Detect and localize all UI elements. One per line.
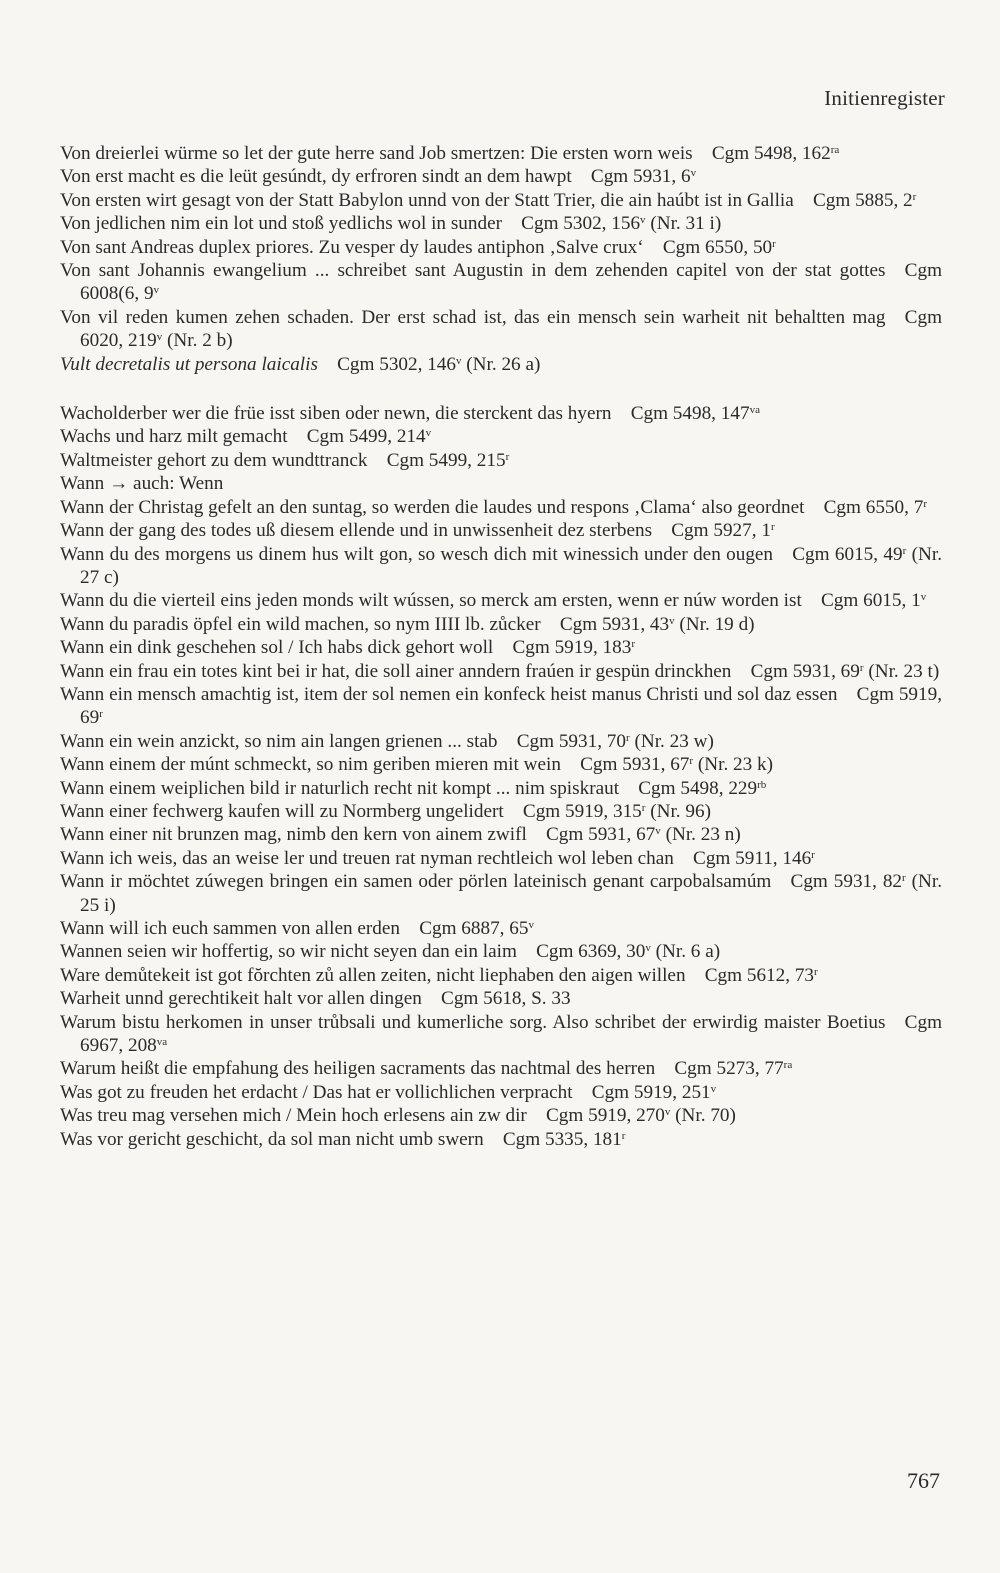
entry-note: (Nr. 2 b) xyxy=(162,330,233,352)
index-entry xyxy=(60,730,942,753)
index-entry xyxy=(60,496,942,519)
entry-incipit: Ware demůtekeit ist got fŏrchten zů allen zeiten, nicht liephaben den aigen willen xyxy=(60,964,686,986)
folio-side: v xyxy=(528,919,534,931)
folio-side: rb xyxy=(757,778,767,791)
entry-note: (Nr. 19 d) xyxy=(674,613,755,635)
index-entry xyxy=(60,964,942,987)
folio-side: r xyxy=(902,872,906,885)
index-entry xyxy=(60,165,942,188)
entry-note: (Nr. 26 a) xyxy=(461,353,541,375)
index-entry xyxy=(60,777,942,800)
group-separator xyxy=(60,376,942,402)
entry-shelfmark: Cgm 5911, 146 xyxy=(693,847,812,869)
entry-incipit: Wann → auch: Wenn xyxy=(60,473,224,495)
folio-side: v xyxy=(156,331,163,344)
index-entry xyxy=(60,1057,942,1080)
entry-incipit: Wann einem der múnt schmeckt, so nim geriben mieren mit wein xyxy=(60,754,561,776)
index-entry xyxy=(60,425,942,448)
index-entry xyxy=(60,660,942,683)
entry-shelfmark: Cgm 5919, 270 xyxy=(545,1105,665,1127)
entry-note: (Nr. 96) xyxy=(645,800,711,822)
index-entries xyxy=(60,142,942,1151)
folio-side: v xyxy=(920,591,927,604)
entry-shelfmark: Cgm 5612, 73 xyxy=(704,964,815,986)
folio-side: v xyxy=(645,942,651,955)
entry-incipit: Von sant Johannis ewangelium ... schreibet sant Augustin in dem zehenden capitel von der stat gottes xyxy=(60,260,886,282)
entry-note: (Nr. 23 t) xyxy=(863,660,940,682)
folio-side: ra xyxy=(830,144,840,156)
entry-incipit: Was treu mag versehen mich / Mein hoch erlesens ain zw dir xyxy=(60,1105,527,1127)
entry-incipit: Wann ein wein anzickt, so nim ain langen grienen ... stab xyxy=(60,730,498,752)
folio-side: r xyxy=(859,661,864,674)
folio-side: v xyxy=(153,284,160,297)
entry-incipit: Warum heißt die empfahung des heiligen sacraments das nachtmal des herren xyxy=(60,1058,656,1080)
entry-shelfmark: Cgm 5931, 69 xyxy=(750,660,860,682)
entry-incipit: Was vor gericht geschicht, da sol man nicht umb swern xyxy=(60,1128,484,1150)
entry-incipit: Wann einer nit brunzen mag, nimb den kern von ainem zwifl xyxy=(60,824,527,846)
entry-shelfmark: Cgm 6369, 30 xyxy=(536,941,646,963)
page-number: 767 xyxy=(907,1468,940,1493)
index-entry xyxy=(60,472,942,495)
entry-shelfmark: Cgm 6008(6, 9 xyxy=(80,260,942,305)
index-entry xyxy=(60,589,942,612)
folio-side: ra xyxy=(783,1059,793,1072)
folio-side: v xyxy=(425,427,432,440)
entry-group-v xyxy=(60,142,942,376)
folio-side: v xyxy=(669,614,675,627)
entry-shelfmark: Cgm 5302, 146 xyxy=(337,353,456,375)
folio-side: r xyxy=(772,237,776,250)
index-entry xyxy=(60,236,942,259)
folio-side: r xyxy=(505,450,510,463)
folio-side: r xyxy=(811,848,815,861)
index-entry xyxy=(60,1081,942,1104)
entry-shelfmark: Cgm 5302, 156 xyxy=(521,213,641,235)
folio-side: r xyxy=(625,731,630,744)
entry-note: (Nr. 23 k) xyxy=(693,754,774,776)
entry-shelfmark: Cgm 6967, 208 xyxy=(80,1011,942,1057)
entry-shelfmark: Cgm 6550, 50 xyxy=(662,236,773,258)
entry-note: (Nr. 31 i) xyxy=(645,213,722,235)
index-entry xyxy=(60,1128,942,1151)
entry-incipit: Wann will ich euch sammen von allen erden xyxy=(60,918,400,939)
folio-side: r xyxy=(689,755,694,768)
entry-incipit: Wann du die vierteil eins jeden monds wilt wússen, so merck am ersten, wenn er núw worden ist xyxy=(60,590,802,612)
index-entry xyxy=(60,212,942,235)
entry-incipit: Von erst macht es die leüt gesúndt, dy erfroren sindt an dem hawpt xyxy=(60,166,572,188)
entry-note: (Nr. 23 w) xyxy=(629,730,714,752)
index-entry xyxy=(60,613,942,636)
folio-side: v xyxy=(655,825,661,838)
entry-incipit: Warheit unnd gerechtikeit halt vor allen dingen xyxy=(60,988,422,1010)
entry-incipit: Wacholderber wer die früe isst siben oder newn, die sterckent das hyern xyxy=(60,403,612,425)
entry-shelfmark: Cgm 5931, 70 xyxy=(516,730,626,752)
entry-note: (Nr. 27 c) xyxy=(80,543,942,588)
entry-shelfmark: Cgm 5931, 43 xyxy=(559,613,670,635)
folio-side: r xyxy=(770,521,775,534)
entry-incipit: Von jedlichen nim ein lot und stoß yedlichs wol in sunder xyxy=(60,213,502,235)
entry-shelfmark: Cgm 6550, 7 xyxy=(823,496,924,518)
entry-incipit: Wann ich weis, das an weise ler und treuen rat nyman rechtleich wol leben chan xyxy=(60,847,674,869)
entry-shelfmark: Cgm 5498, 162 xyxy=(711,143,831,164)
entry-incipit: Wann einem weiplichen bild ir naturlich recht nit kompt ... nim spiskraut xyxy=(60,777,620,799)
index-entry xyxy=(60,402,942,425)
index-entry xyxy=(60,543,942,590)
entry-incipit: Was got zu freuden het erdacht / Das hat er vollichlichen verpracht xyxy=(60,1081,573,1103)
entry-incipit: Von sant Andreas duplex priores. Zu vesper dy laudes antiphon ‚Salve crux‘ xyxy=(60,236,644,258)
folio-side: r xyxy=(902,544,907,557)
entry-incipit: Wann du des morgens us dinem hus wilt gon, so wesch dich mit winessich under den ougen xyxy=(60,543,774,565)
entry-shelfmark: Cgm 5919, 315 xyxy=(522,800,642,822)
entry-group-w xyxy=(60,402,942,1151)
folio-side: r xyxy=(99,708,103,721)
entry-shelfmark: Cgm 5499, 215 xyxy=(386,449,506,471)
folio-side: r xyxy=(912,190,917,203)
folio-side: v xyxy=(640,214,646,227)
entry-shelfmark: Cgm 5927, 1 xyxy=(671,520,771,542)
folio-side: v xyxy=(456,354,462,367)
entry-incipit: Wannen seien wir hoffertig, so wir nicht seyen dan ein laim xyxy=(60,941,517,963)
entry-shelfmark: Cgm 5499, 214 xyxy=(306,426,426,448)
entry-incipit: Wann der Christag gefelt an den suntag, so werden die laudes und respons ‚Clama‘ also geordnet xyxy=(60,496,805,518)
entry-incipit: Wann ein mensch amachtig ist, item der sol nemen ein konfeck heist manus Christi und sol daz essen xyxy=(60,683,838,705)
index-entry xyxy=(60,306,942,353)
folio-side: r xyxy=(621,1129,626,1142)
entry-incipit: Von dreierlei würme so let der gute herre sand Job smertzen: Die ersten worn weis xyxy=(60,143,693,164)
folio-side: v xyxy=(664,1106,671,1119)
entry-incipit: Wann ein dink geschehen sol / Ich habs dick gehort woll xyxy=(60,637,494,659)
entry-shelfmark: Cgm 6015, 49 xyxy=(792,543,903,565)
index-entry xyxy=(60,142,942,165)
entry-shelfmark: Cgm 5498, 147 xyxy=(630,403,750,425)
entry-incipit: Warum bistu herkomen in unser trůbsali und kumerliche sorg. Also schribet der erwirdig maister Boetius xyxy=(60,1011,886,1033)
index-entry xyxy=(60,189,942,212)
entry-shelfmark: Cgm 5931, 67 xyxy=(580,754,690,776)
entry-incipit: Wann der gang des todes uß diesem ellende und in unwissenheit dez sterbens xyxy=(60,520,653,542)
folio-side: r xyxy=(814,965,818,978)
index-entry xyxy=(60,870,942,917)
entry-shelfmark: Cgm 5919, 69 xyxy=(80,683,943,729)
entry-note: (Nr. 70) xyxy=(670,1105,736,1127)
index-entry xyxy=(60,1104,942,1127)
index-entry xyxy=(60,940,942,963)
entry-shelfmark: Cgm 5919, 251 xyxy=(591,1081,711,1103)
index-entry xyxy=(60,917,942,940)
entry-shelfmark: Cgm 5931, 67 xyxy=(546,824,656,846)
index-entry xyxy=(60,259,942,306)
entry-shelfmark: Cgm 5273, 77 xyxy=(674,1058,784,1080)
entry-incipit: Vult decretalis ut persona laicalis xyxy=(60,353,318,375)
index-entry xyxy=(60,1011,942,1058)
entry-note: (Nr. 6 a) xyxy=(650,941,721,963)
entry-shelfmark: Cgm 5931, 6 xyxy=(590,166,691,188)
index-entry xyxy=(60,800,942,823)
entry-shelfmark: Cgm 5335, 181 xyxy=(502,1128,622,1150)
entry-incipit: Von vil reden kumen zehen schaden. Der erst schad ist, das ein mensch sein warheit nit behaltten mag xyxy=(60,306,886,328)
entry-incipit: Wann ein frau ein totes kint bei ir hat, die soll ainer anndern fraúen ir gespün drinckhen xyxy=(60,660,732,682)
index-entry xyxy=(60,823,942,846)
entry-note: (Nr. 23 n) xyxy=(660,824,741,846)
folio-side: r xyxy=(641,801,646,814)
index-entry xyxy=(60,636,942,659)
index-entry xyxy=(60,519,942,542)
entry-shelfmark: Cgm 5931, 82 xyxy=(790,871,903,893)
entry-note: (Nr. 25 i) xyxy=(80,871,942,916)
entry-shelfmark: Cgm 5618, S. 33 xyxy=(441,988,571,1010)
index-entry xyxy=(60,987,942,1010)
entry-incipit: Wann einer fechwerg kaufen will zu Normberg ungelidert xyxy=(60,800,504,822)
index-entry xyxy=(60,683,942,730)
entry-incipit: Wann du paradis öpfel ein wild machen, so nym IIII lb. zůcker xyxy=(60,613,541,635)
entry-shelfmark: Cgm 6015, 1 xyxy=(821,590,921,612)
folio-side: va xyxy=(156,1036,168,1049)
entry-incipit: Wann ir möchtet zúwegen bringen ein samen oder pörlen lateinisch genant carpobalsamúm xyxy=(60,871,772,893)
entry-shelfmark: Cgm 6020, 219 xyxy=(80,306,942,352)
entry-incipit: Von ersten wirt gesagt von der Statt Babylon unnd von der Statt Trier, die ain haúbt ist in Gallia xyxy=(60,189,794,211)
index-entry xyxy=(60,449,942,472)
folio-side: r xyxy=(631,638,635,651)
folio-side: v xyxy=(690,167,697,180)
folio-side: v xyxy=(710,1082,717,1095)
entry-shelfmark: Cgm 5498, 229 xyxy=(638,777,758,799)
running-head: Initienregister xyxy=(824,86,945,110)
entry-incipit: Wachs und harz milt gemacht xyxy=(60,426,288,448)
index-entry xyxy=(60,353,942,376)
entry-shelfmark: Cgm 6887, 65 xyxy=(419,918,529,939)
folio-side: va xyxy=(749,404,760,417)
index-entry xyxy=(60,753,942,776)
entry-shelfmark: Cgm 5885, 2 xyxy=(812,189,913,211)
entry-shelfmark: Cgm 5919, 183 xyxy=(512,637,632,659)
index-entry xyxy=(60,847,942,870)
entry-incipit: Waltmeister gehort zu dem wundttranck xyxy=(60,449,368,471)
folio-side: r xyxy=(923,497,927,510)
